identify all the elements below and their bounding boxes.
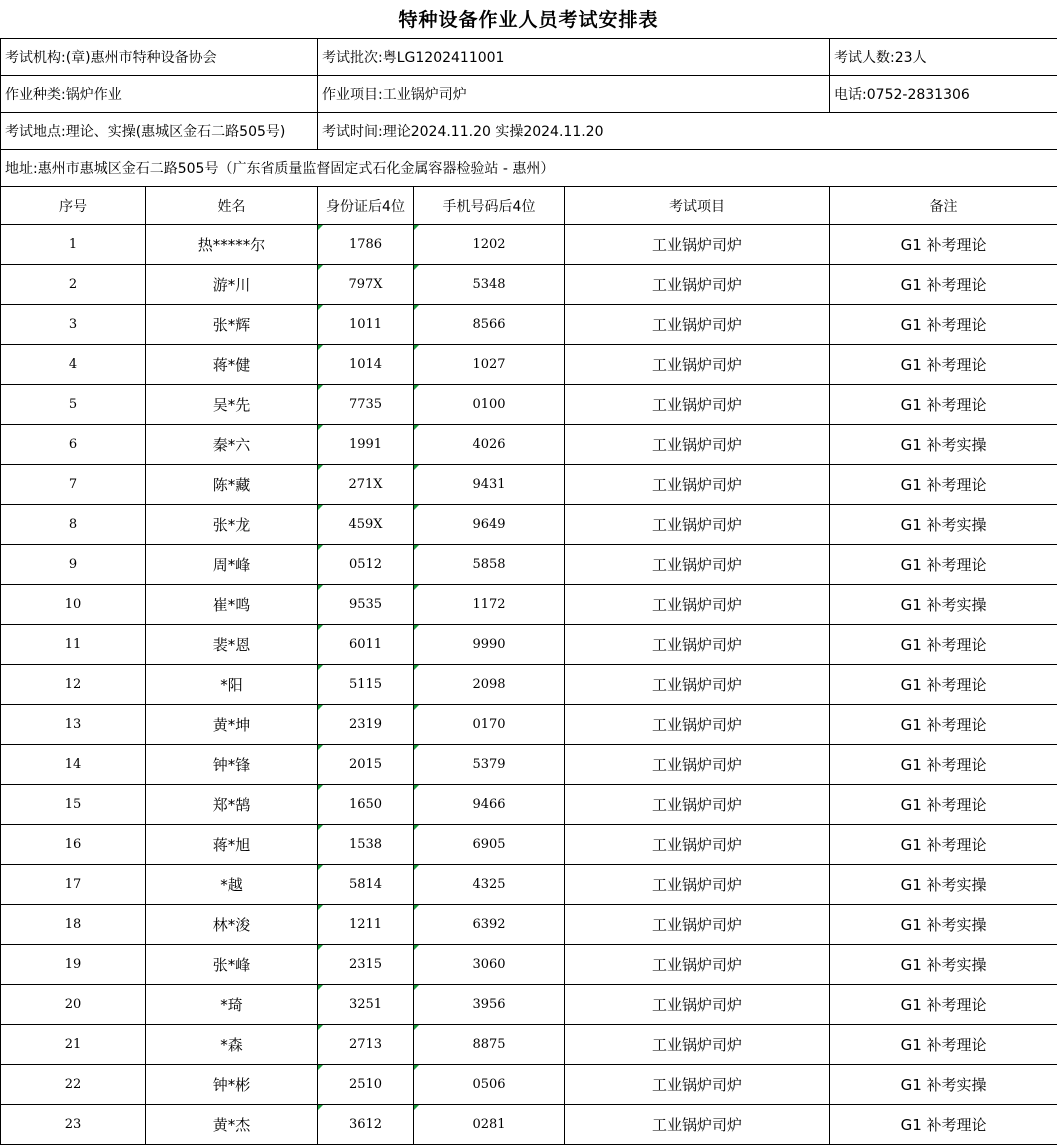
cell-id-last4: 9535: [318, 585, 414, 625]
cell-phone-last4: 9431: [414, 465, 565, 505]
cell-project: 工业锅炉司炉: [565, 265, 830, 305]
cell-name: 周*峰: [146, 545, 318, 585]
contact-phone: 电话:0752-2831306: [830, 76, 1057, 113]
cell-project: 工业锅炉司炉: [565, 345, 830, 385]
cell-id-last4: 5115: [318, 665, 414, 705]
cell-id-last4: 1786: [318, 225, 414, 265]
sheet-title: 特种设备作业人员考试安排表: [398, 9, 659, 31]
cell-no: 9: [1, 545, 146, 585]
cell-id-last4: 459X: [318, 505, 414, 545]
cell-name: 黄*杰: [146, 1105, 318, 1145]
cell-project: 工业锅炉司炉: [565, 705, 830, 745]
cell-phone-last4: 9990: [414, 625, 565, 665]
info-row-1: [1, 39, 1057, 76]
cell-no: 4: [1, 345, 146, 385]
cell-phone-last4: 0100: [414, 385, 565, 425]
cell-project: 工业锅炉司炉: [565, 865, 830, 905]
cell-project: 工业锅炉司炉: [565, 665, 830, 705]
cell-note: G1 补考理论: [830, 265, 1057, 305]
table-row: [1, 425, 1057, 465]
cell-id-last4: 1991: [318, 425, 414, 465]
table-row: [1, 545, 1057, 585]
cell-no: 7: [1, 465, 146, 505]
cell-name: 郑*鹄: [146, 785, 318, 825]
cell-id-last4: 2713: [318, 1025, 414, 1065]
cell-phone-last4: 4026: [414, 425, 565, 465]
cell-note: G1 补考理论: [830, 545, 1057, 585]
cell-name: 崔*鸣: [146, 585, 318, 625]
cell-project: 工业锅炉司炉: [565, 545, 830, 585]
cell-name: 蒋*旭: [146, 825, 318, 865]
cell-name: 吴*先: [146, 385, 318, 425]
cell-id-last4: 2510: [318, 1065, 414, 1105]
exam-org: 考试机构:(章)惠州市特种设备协会: [1, 39, 318, 76]
cell-phone-last4: 0170: [414, 705, 565, 745]
cell-note: G1 补考理论: [830, 665, 1057, 705]
header-name: 姓名: [146, 187, 318, 225]
table-row: [1, 585, 1057, 625]
cell-note: G1 补考实操: [830, 585, 1057, 625]
table-row: [1, 305, 1057, 345]
header-phone: 手机号码后4位: [414, 187, 565, 225]
cell-name: 蒋*健: [146, 345, 318, 385]
cell-project: 工业锅炉司炉: [565, 825, 830, 865]
table-row: [1, 505, 1057, 545]
cell-phone-last4: 9466: [414, 785, 565, 825]
table-row: [1, 345, 1057, 385]
table-row: [1, 385, 1057, 425]
cell-no: 3: [1, 305, 146, 345]
cell-note: G1 补考实操: [830, 1065, 1057, 1105]
cell-note: G1 补考理论: [830, 305, 1057, 345]
cell-note: G1 补考实操: [830, 425, 1057, 465]
table-row: [1, 985, 1057, 1025]
cell-project: 工业锅炉司炉: [565, 465, 830, 505]
cell-phone-last4: 3060: [414, 945, 565, 985]
cell-no: 2: [1, 265, 146, 305]
cell-phone-last4: 6392: [414, 905, 565, 945]
cell-no: 17: [1, 865, 146, 905]
cell-no: 1: [1, 225, 146, 265]
cell-phone-last4: 3956: [414, 985, 565, 1025]
cell-id-last4: 1014: [318, 345, 414, 385]
cell-project: 工业锅炉司炉: [565, 625, 830, 665]
cell-name: 裴*恩: [146, 625, 318, 665]
cell-note: G1 补考理论: [830, 985, 1057, 1025]
cell-no: 20: [1, 985, 146, 1025]
cell-project: 工业锅炉司炉: [565, 945, 830, 985]
cell-id-last4: 797X: [318, 265, 414, 305]
cell-no: 21: [1, 1025, 146, 1065]
cell-no: 15: [1, 785, 146, 825]
cell-name: 秦*六: [146, 425, 318, 465]
candidate-rows: [1, 225, 1057, 1145]
cell-no: 13: [1, 705, 146, 745]
table-row: [1, 465, 1057, 505]
cell-no: 10: [1, 585, 146, 625]
cell-no: 14: [1, 745, 146, 785]
cell-project: 工业锅炉司炉: [565, 985, 830, 1025]
cell-name: 林*浚: [146, 905, 318, 945]
cell-project: 工业锅炉司炉: [565, 305, 830, 345]
cell-phone-last4: 1202: [414, 225, 565, 265]
info-row-4: [1, 150, 1057, 187]
cell-project: 工业锅炉司炉: [565, 1105, 830, 1145]
cell-no: 11: [1, 625, 146, 665]
cell-note: G1 补考理论: [830, 465, 1057, 505]
cell-id-last4: 3612: [318, 1105, 414, 1145]
header-project: 考试项目: [565, 187, 830, 225]
cell-note: G1 补考理论: [830, 385, 1057, 425]
cell-id-last4: 6011: [318, 625, 414, 665]
cell-name: *琦: [146, 985, 318, 1025]
table-row: [1, 785, 1057, 825]
cell-name: 钟*彬: [146, 1065, 318, 1105]
table-row: [1, 705, 1057, 745]
exam-location: 考试地点:理论、实操(惠城区金石二路505号): [1, 113, 318, 150]
cell-name: 张*龙: [146, 505, 318, 545]
cell-id-last4: 1650: [318, 785, 414, 825]
cell-name: *越: [146, 865, 318, 905]
table-row: [1, 625, 1057, 665]
cell-id-last4: 5814: [318, 865, 414, 905]
info-block: [1, 39, 1057, 225]
cell-name: 张*辉: [146, 305, 318, 345]
cell-project: 工业锅炉司炉: [565, 385, 830, 425]
header-note: 备注: [830, 187, 1057, 225]
cell-note: G1 补考实操: [830, 505, 1057, 545]
cell-note: G1 补考理论: [830, 745, 1057, 785]
cell-phone-last4: 6905: [414, 825, 565, 865]
table-header: [1, 187, 1057, 225]
cell-project: 工业锅炉司炉: [565, 585, 830, 625]
table-row: [1, 1105, 1057, 1145]
cell-note: G1 补考理论: [830, 1025, 1057, 1065]
cell-id-last4: 271X: [318, 465, 414, 505]
exam-count: 考试人数:23人: [830, 39, 1057, 76]
cell-project: 工业锅炉司炉: [565, 1065, 830, 1105]
cell-id-last4: 2319: [318, 705, 414, 745]
cell-phone-last4: 4325: [414, 865, 565, 905]
cell-phone-last4: 1027: [414, 345, 565, 385]
cell-note: G1 补考理论: [830, 1105, 1057, 1145]
cell-name: *阳: [146, 665, 318, 705]
cell-name: 张*峰: [146, 945, 318, 985]
cell-id-last4: 0512: [318, 545, 414, 585]
cell-no: 19: [1, 945, 146, 985]
cell-name: 黄*坤: [146, 705, 318, 745]
exam-batch: 考试批次:粤LG1202411001: [318, 39, 830, 76]
cell-phone-last4: 1172: [414, 585, 565, 625]
cell-id-last4: 1211: [318, 905, 414, 945]
cell-id-last4: 1538: [318, 825, 414, 865]
cell-id-last4: 2315: [318, 945, 414, 985]
cell-note: G1 补考实操: [830, 905, 1057, 945]
work-item: 作业项目:工业锅炉司炉: [318, 76, 830, 113]
exam-address: 地址:惠州市惠城区金石二路505号（广东省质量监督固定式石化金属容器检验站 - 惠州）: [1, 150, 1057, 187]
table-row: [1, 905, 1057, 945]
cell-name: 钟*锋: [146, 745, 318, 785]
cell-id-last4: 3251: [318, 985, 414, 1025]
table-row: [1, 665, 1057, 705]
cell-no: 22: [1, 1065, 146, 1105]
table-row: [1, 1065, 1057, 1105]
cell-phone-last4: 0506: [414, 1065, 565, 1105]
table-row: [1, 945, 1057, 985]
cell-note: G1 补考理论: [830, 345, 1057, 385]
cell-no: 23: [1, 1105, 146, 1145]
cell-phone-last4: 8875: [414, 1025, 565, 1065]
info-row-2: [1, 76, 1057, 113]
table-row: [1, 1025, 1057, 1065]
cell-project: 工业锅炉司炉: [565, 225, 830, 265]
table-row: [1, 865, 1057, 905]
cell-note: G1 补考理论: [830, 705, 1057, 745]
cell-id-last4: 1011: [318, 305, 414, 345]
cell-phone-last4: 2098: [414, 665, 565, 705]
cell-name: 游*川: [146, 265, 318, 305]
cell-name: 陈*藏: [146, 465, 318, 505]
cell-note: G1 补考实操: [830, 945, 1057, 985]
table-row: [1, 265, 1057, 305]
cell-no: 18: [1, 905, 146, 945]
cell-project: 工业锅炉司炉: [565, 785, 830, 825]
cell-no: 5: [1, 385, 146, 425]
cell-project: 工业锅炉司炉: [565, 505, 830, 545]
cell-note: G1 补考理论: [830, 225, 1057, 265]
cell-phone-last4: 5379: [414, 745, 565, 785]
header-no: 序号: [1, 187, 146, 225]
cell-note: G1 补考实操: [830, 865, 1057, 905]
table-row: [1, 745, 1057, 785]
cell-no: 8: [1, 505, 146, 545]
cell-id-last4: 2015: [318, 745, 414, 785]
table-row: [1, 225, 1057, 265]
cell-note: G1 补考理论: [830, 625, 1057, 665]
cell-project: 工业锅炉司炉: [565, 745, 830, 785]
exam-table: [0, 38, 1057, 1145]
cell-project: 工业锅炉司炉: [565, 905, 830, 945]
cell-phone-last4: 0281: [414, 1105, 565, 1145]
cell-note: G1 补考理论: [830, 785, 1057, 825]
table-row: [1, 825, 1057, 865]
cell-project: 工业锅炉司炉: [565, 1025, 830, 1065]
cell-no: 12: [1, 665, 146, 705]
cell-note: G1 补考理论: [830, 825, 1057, 865]
cell-name: 热*****尔: [146, 225, 318, 265]
cell-phone-last4: 5858: [414, 545, 565, 585]
cell-phone-last4: 5348: [414, 265, 565, 305]
cell-id-last4: 7735: [318, 385, 414, 425]
header-id: 身份证后4位: [318, 187, 414, 225]
cell-phone-last4: 8566: [414, 305, 565, 345]
info-row-3: [1, 113, 1057, 150]
cell-name: *森: [146, 1025, 318, 1065]
cell-project: 工业锅炉司炉: [565, 425, 830, 465]
exam-time: 考试时间:理论2024.11.20 实操2024.11.20: [318, 113, 1057, 150]
work-category: 作业种类:锅炉作业: [1, 76, 318, 113]
cell-phone-last4: 9649: [414, 505, 565, 545]
cell-no: 16: [1, 825, 146, 865]
cell-no: 6: [1, 425, 146, 465]
